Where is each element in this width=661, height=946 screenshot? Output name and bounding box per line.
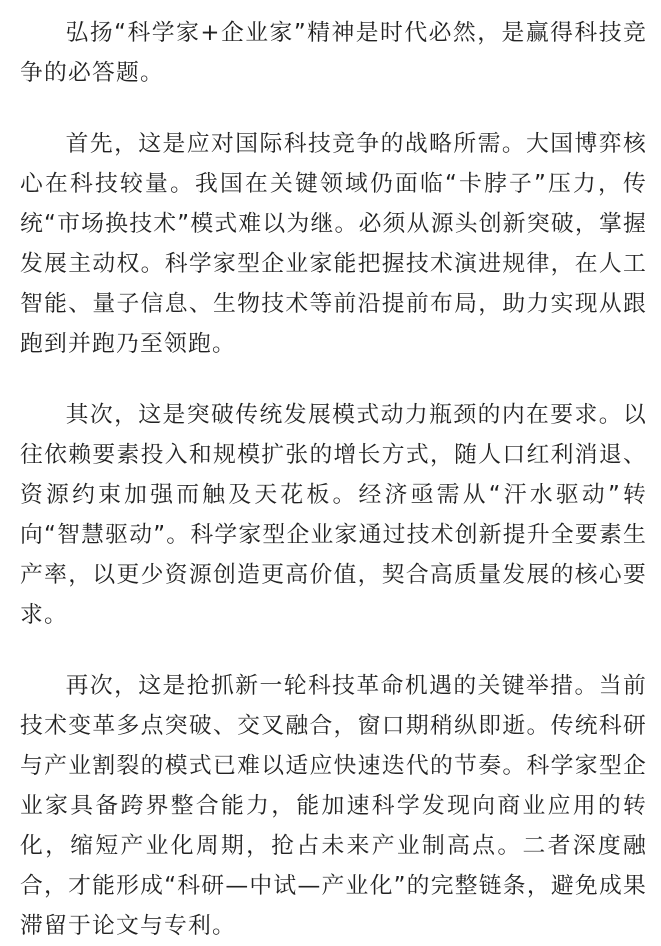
paragraph-second-reason: 其次，这是突破传统发展模式动力瓶颈的内在要求。以往依赖要素投入和规模扩张的增长方式，随人口红利消退、资源约束加强而触及天花板。经济亟需从“汗水驱动”转向“智慧驱动”。科学家型企业家通过技术创新提升全要素生产率，以更少资源创造更高价值，契合高质量发展的核心要求。 [20, 402, 647, 628]
paragraph-intro: 弘扬“科学家+企业家”精神是时代必然，是赢得科技竞争的必答题。 [20, 20, 647, 86]
paragraph-first-reason: 首先，这是应对国际科技竞争的战略所需。大国博弈核心在科技较量。我国在关键领域仍面临“卡脖子”压力，传统“市场换技术”模式难以为继。必须从源头创新突破，掌握发展主动权。科学家型企业家能把握技术演进规律，在人工智能、量子信息、生物技术等前沿提前布局，助力实现从跟跑到并跑乃至领跑。 [20, 131, 647, 357]
paragraph-third-reason: 再次，这是抢抓新一轮科技革命机遇的关键举措。当前技术变革多点突破、交叉融合，窗口期稍纵即逝。传统科研与产业割裂的模式已难以适应快速迭代的节奏。科学家型企业家具备跨界整合能力，能加速科学发现向商业应用的转化，缩短产业化周期，抢占未来产业制高点。二者深度融合，才能形成“科研—中试—产业化”的完整链条，避免成果滞留于论文与专利。 [20, 673, 647, 939]
